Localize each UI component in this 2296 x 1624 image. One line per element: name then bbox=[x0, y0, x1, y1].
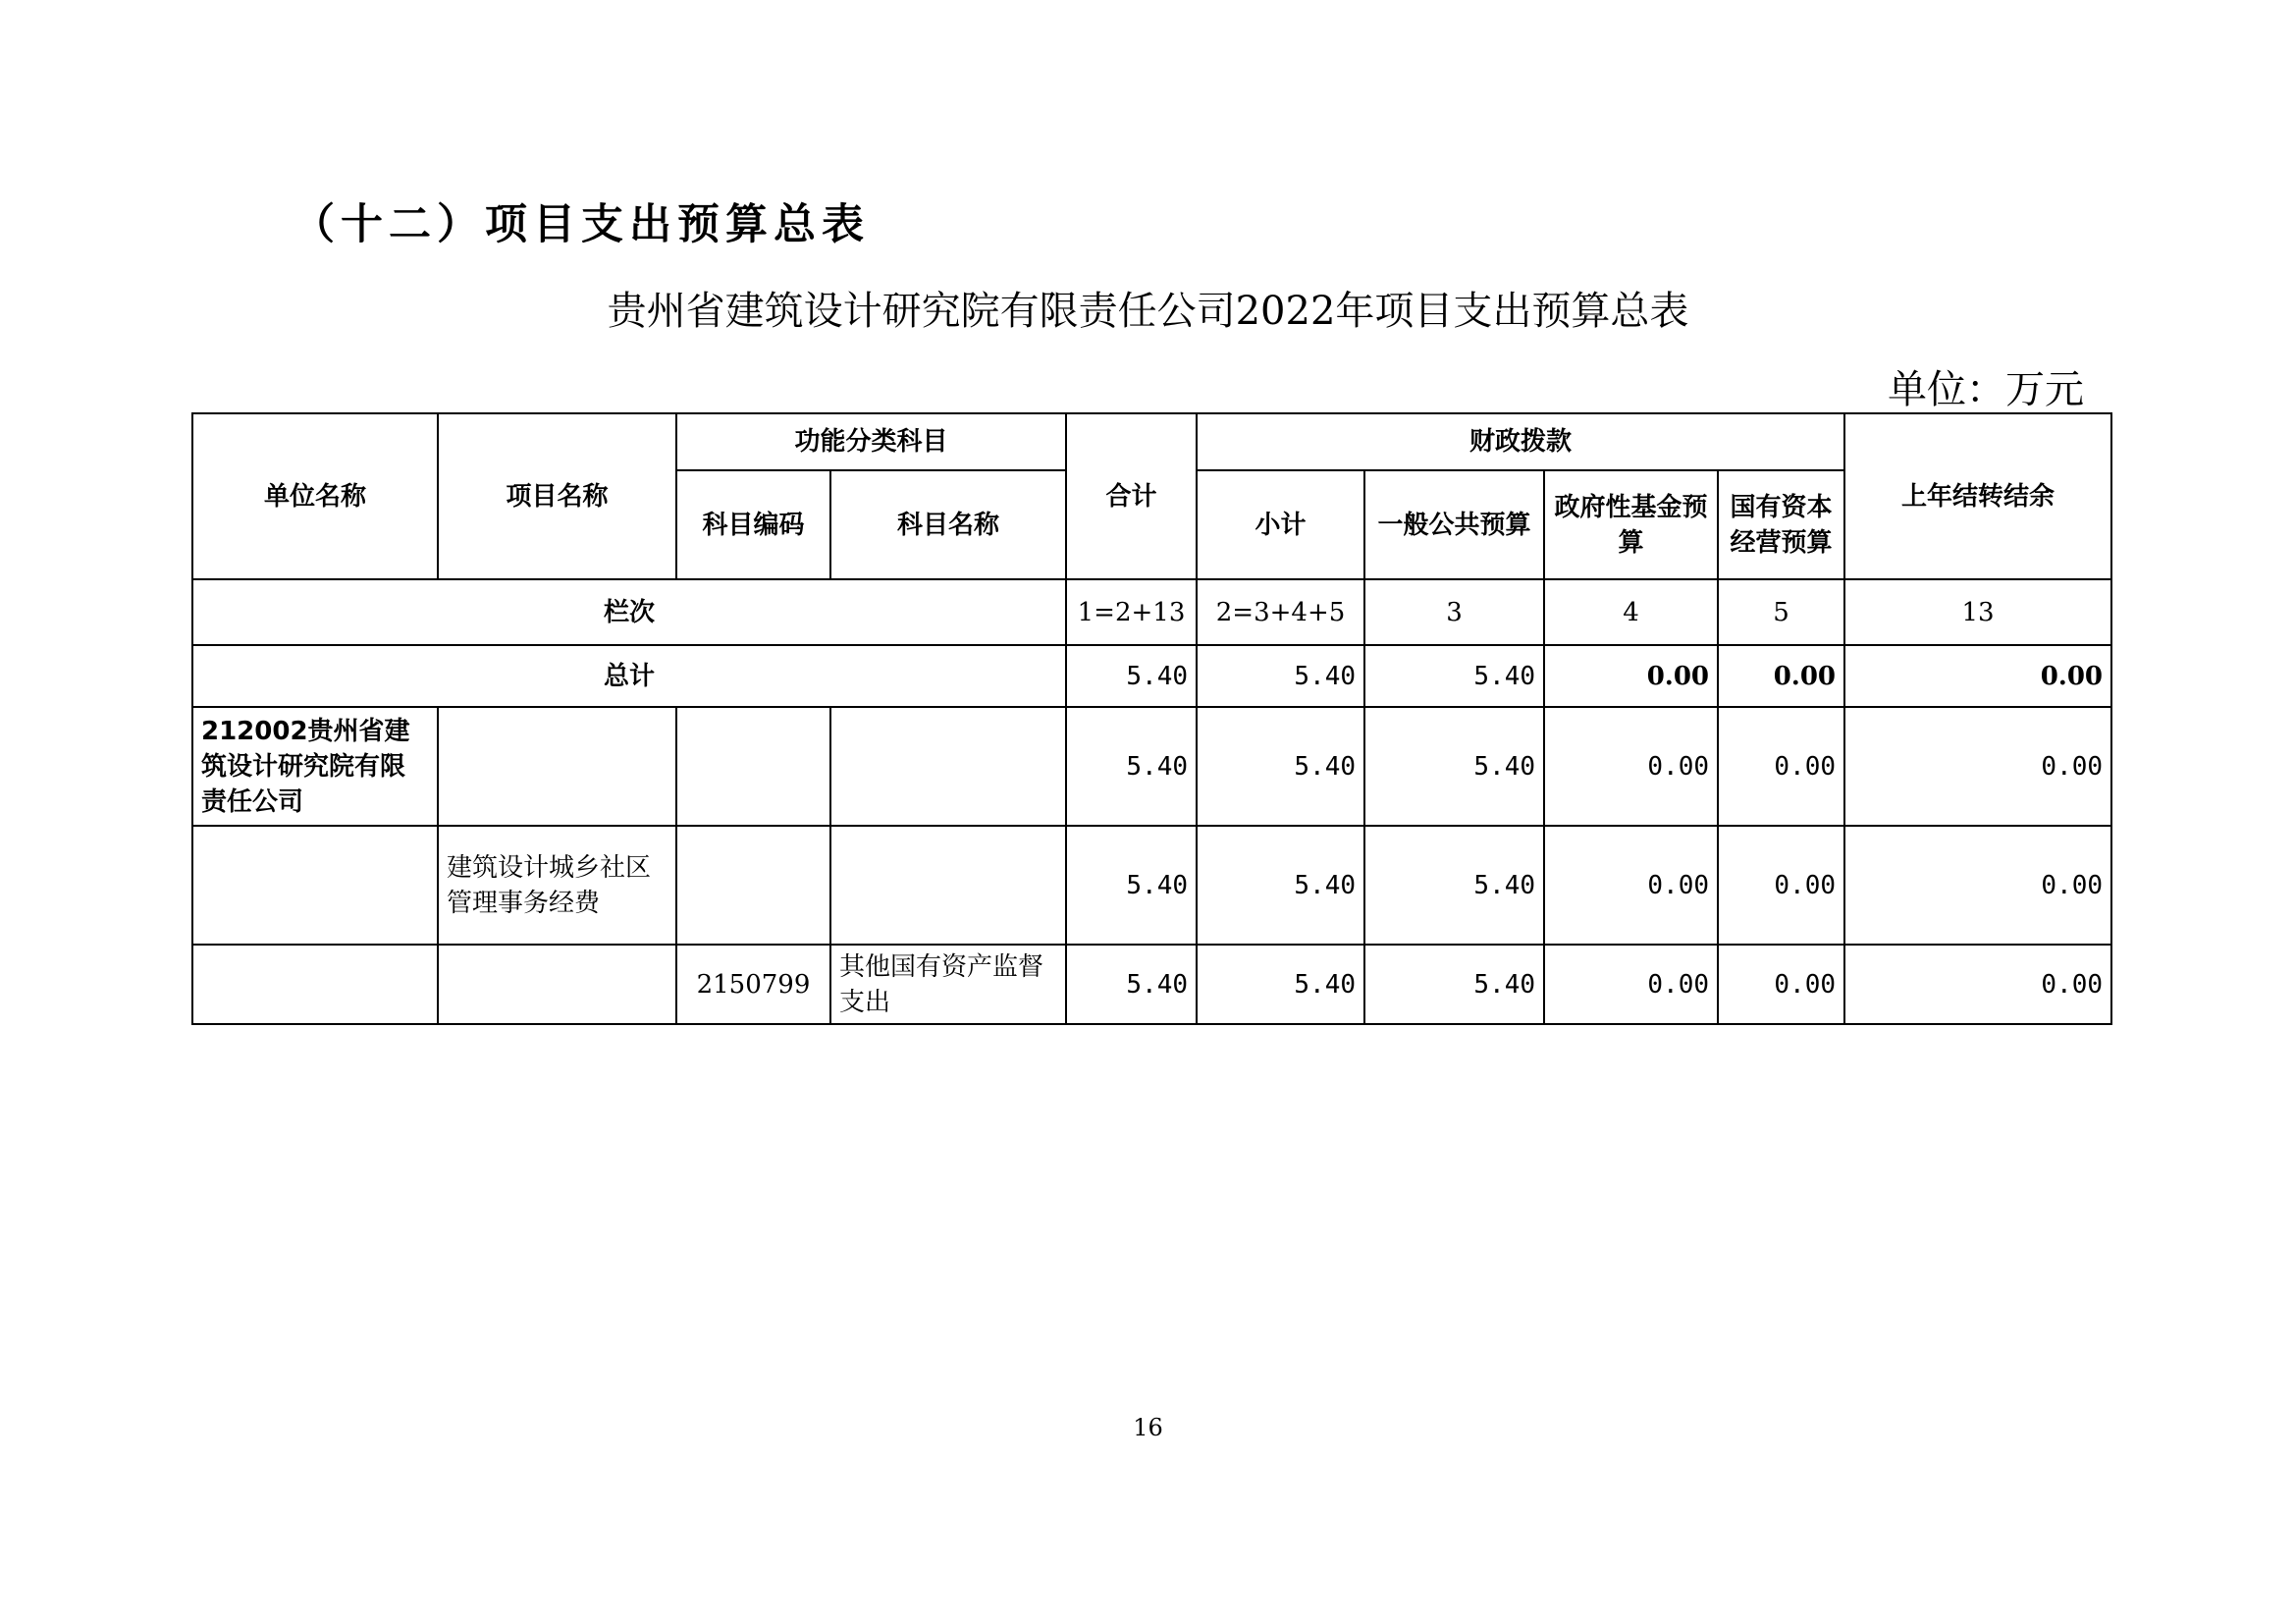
row-project-name bbox=[438, 707, 676, 826]
row-subject-code: 2150799 bbox=[676, 945, 830, 1024]
row-general: 5.40 bbox=[1364, 945, 1544, 1024]
column-index-label: 栏次 bbox=[192, 579, 1066, 645]
row-subtotal: 5.40 bbox=[1197, 707, 1364, 826]
header-subject-code: 科目编码 bbox=[676, 470, 830, 579]
row-total: 5.40 bbox=[1066, 945, 1197, 1024]
row-state-capital: 0.00 bbox=[1718, 945, 1844, 1024]
row-project-name: 建筑设计城乡社区管理事务经费 bbox=[438, 826, 676, 945]
row-project-name bbox=[438, 945, 676, 1024]
row-gov-fund: 0.00 bbox=[1544, 707, 1718, 826]
header-fiscal-appropriation: 财政拨款 bbox=[1197, 413, 1844, 470]
row-total: 5.40 bbox=[1066, 826, 1197, 945]
column-index-total: 1=2+13 bbox=[1066, 579, 1197, 645]
header-subtotal: 小计 bbox=[1197, 470, 1364, 579]
row-carryover: 0.00 bbox=[1844, 707, 2111, 826]
row-subject-name bbox=[830, 707, 1066, 826]
header-carryover: 上年结转结余 bbox=[1844, 413, 2111, 579]
row-total: 5.40 bbox=[1066, 707, 1197, 826]
row-carryover: 0.00 bbox=[1844, 945, 2111, 1024]
column-index-carryover: 13 bbox=[1844, 579, 2111, 645]
column-index-subtotal: 2=3+4+5 bbox=[1197, 579, 1364, 645]
row-general: 5.40 bbox=[1364, 826, 1544, 945]
row-unit-name bbox=[192, 945, 438, 1024]
row-subtotal: 5.40 bbox=[1197, 945, 1364, 1024]
table-row bbox=[192, 707, 2111, 826]
row-subject-code bbox=[676, 707, 830, 826]
column-index-gov-fund: 4 bbox=[1544, 579, 1718, 645]
row-subtotal: 5.40 bbox=[1197, 826, 1364, 945]
row-subject-name: 其他国有资产监督支出 bbox=[830, 945, 1066, 1024]
unit-label: 单位：万元 bbox=[1888, 367, 2084, 412]
row-gov-fund: 0.00 bbox=[1544, 945, 1718, 1024]
grand-total-label: 总计 bbox=[192, 645, 1066, 707]
grand-total-total: 5.40 bbox=[1066, 645, 1197, 707]
header-function-class: 功能分类科目 bbox=[676, 413, 1066, 470]
project-budget-table bbox=[191, 412, 2112, 1025]
header-gov-fund: 政府性基金预算 bbox=[1544, 470, 1718, 579]
row-carryover: 0.00 bbox=[1844, 826, 2111, 945]
row-general: 5.40 bbox=[1364, 707, 1544, 826]
grand-total-gov-fund: 0.00 bbox=[1544, 645, 1718, 707]
row-unit-name bbox=[192, 826, 438, 945]
grand-total-subtotal: 5.40 bbox=[1197, 645, 1364, 707]
header-unit-name: 单位名称 bbox=[192, 413, 438, 579]
column-index-state-capital: 5 bbox=[1718, 579, 1844, 645]
page-number: 16 bbox=[1133, 1414, 1163, 1441]
row-gov-fund: 0.00 bbox=[1544, 826, 1718, 945]
grand-total-carryover: 0.00 bbox=[1844, 645, 2111, 707]
header-total: 合计 bbox=[1066, 413, 1197, 579]
section-title: （十二）项目支出预算总表 bbox=[293, 200, 870, 249]
document-title: 贵州省建筑设计研究院有限责任公司2022年项目支出预算总表 bbox=[607, 289, 1689, 334]
row-subject-name bbox=[830, 826, 1066, 945]
grand-total-general: 5.40 bbox=[1364, 645, 1544, 707]
table-row bbox=[192, 945, 2111, 1024]
header-general-budget: 一般公共预算 bbox=[1364, 470, 1544, 579]
table-row bbox=[192, 826, 2111, 945]
row-state-capital: 0.00 bbox=[1718, 826, 1844, 945]
column-index-general: 3 bbox=[1364, 579, 1544, 645]
row-unit-name: 212002贵州省建筑设计研究院有限责任公司 bbox=[192, 707, 438, 826]
grand-total-state-capital: 0.00 bbox=[1718, 645, 1844, 707]
header-subject-name: 科目名称 bbox=[830, 470, 1066, 579]
row-state-capital: 0.00 bbox=[1718, 707, 1844, 826]
header-state-capital: 国有资本经营预算 bbox=[1718, 470, 1844, 579]
header-project-name: 项目名称 bbox=[438, 413, 676, 579]
row-subject-code bbox=[676, 826, 830, 945]
